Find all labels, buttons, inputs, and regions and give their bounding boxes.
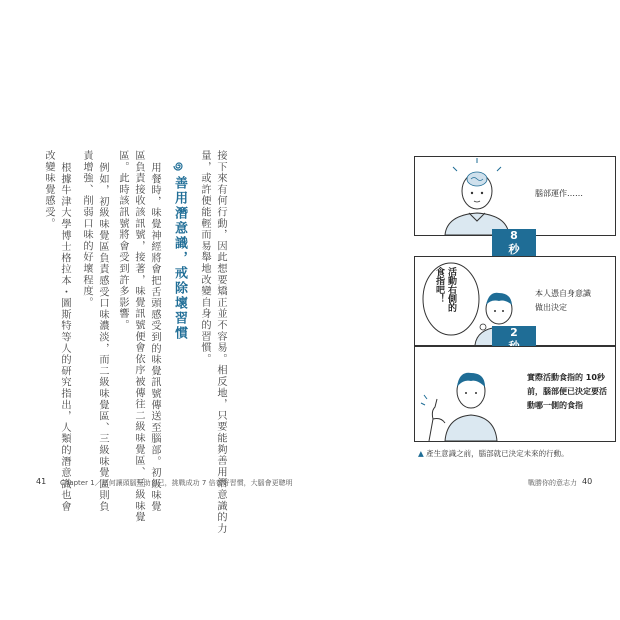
figure-caption — [418, 448, 569, 459]
panel2-text: 做出決定 — [535, 303, 567, 312]
text-column: 責增強、削弱口味的好壞程度。 — [81, 150, 92, 309]
page-number-right: 40 — [582, 477, 593, 486]
panel1-text: 腦部運作…… — [535, 189, 583, 198]
panel3-text: 前，腦部便已決定要活 — [527, 387, 607, 396]
page-number-left: 41 — [36, 477, 47, 486]
text-column: 用餐時，味覺神經將會把舌頭感受到的味覺訊號傳送至腦部。初級味覺 — [149, 162, 160, 513]
text-column: 例如，初級味覺區負責感受口味濃淡，而二級味覺區、三級味覺區則負 — [97, 162, 108, 513]
text-column: 量，或許便能輕而易舉地改變自身的習慣。 — [199, 150, 210, 365]
triangle-icon: ▲ — [418, 449, 424, 458]
person-finger-illustration — [415, 347, 525, 441]
diagram-panel-1 — [414, 156, 616, 236]
arrow-2-seconds: 2 — [492, 326, 536, 356]
person-thinking-illustration — [437, 157, 517, 235]
text-column: 接下來有何行動，因此想要矯正並不容易。相反地，只要能夠善用潛意識的力 — [215, 150, 226, 535]
text-column: 根據牛津大學博士格拉本・圖斯特等人的研究指出，人類的潛意識也會 — [59, 162, 70, 513]
arrow-8-seconds: 8 秒 — [492, 229, 536, 259]
footer-left: Chapter 1／如何讓頭腦幫助自己，挑戰成功 7 倍養好習慣，大腦會更聰明 — [60, 479, 293, 487]
book-spread — [34, 150, 607, 535]
section-heading: 善用潛意識，戒除壞習慣 — [172, 176, 187, 341]
text-column: 區。此時該訊號將會受到許多影響。 — [117, 150, 128, 331]
text-column: 改變味覺感受。 — [43, 150, 54, 230]
bubble-text: 食指吧！ — [434, 267, 444, 303]
diagram-panel-3 — [414, 346, 616, 442]
spiral-icon — [172, 160, 184, 172]
panel3-text: 實際活動食指的 10秒 — [527, 373, 605, 382]
panel2-text: 本人憑自身意識 — [535, 289, 591, 298]
bubble-text: 活動右側的 — [446, 267, 456, 312]
panel3-text: 動哪一側的食指 — [527, 401, 583, 410]
caption-text: 產生意識之前，腦部就已決定未來的行動。 — [426, 449, 569, 458]
text-column: 區負責接收該訊號，接著，味覺訊號便會依序被傳往二級味覺區、三級味覺 — [133, 150, 144, 523]
footer-right: 戰勝你的意志力 — [528, 479, 577, 487]
